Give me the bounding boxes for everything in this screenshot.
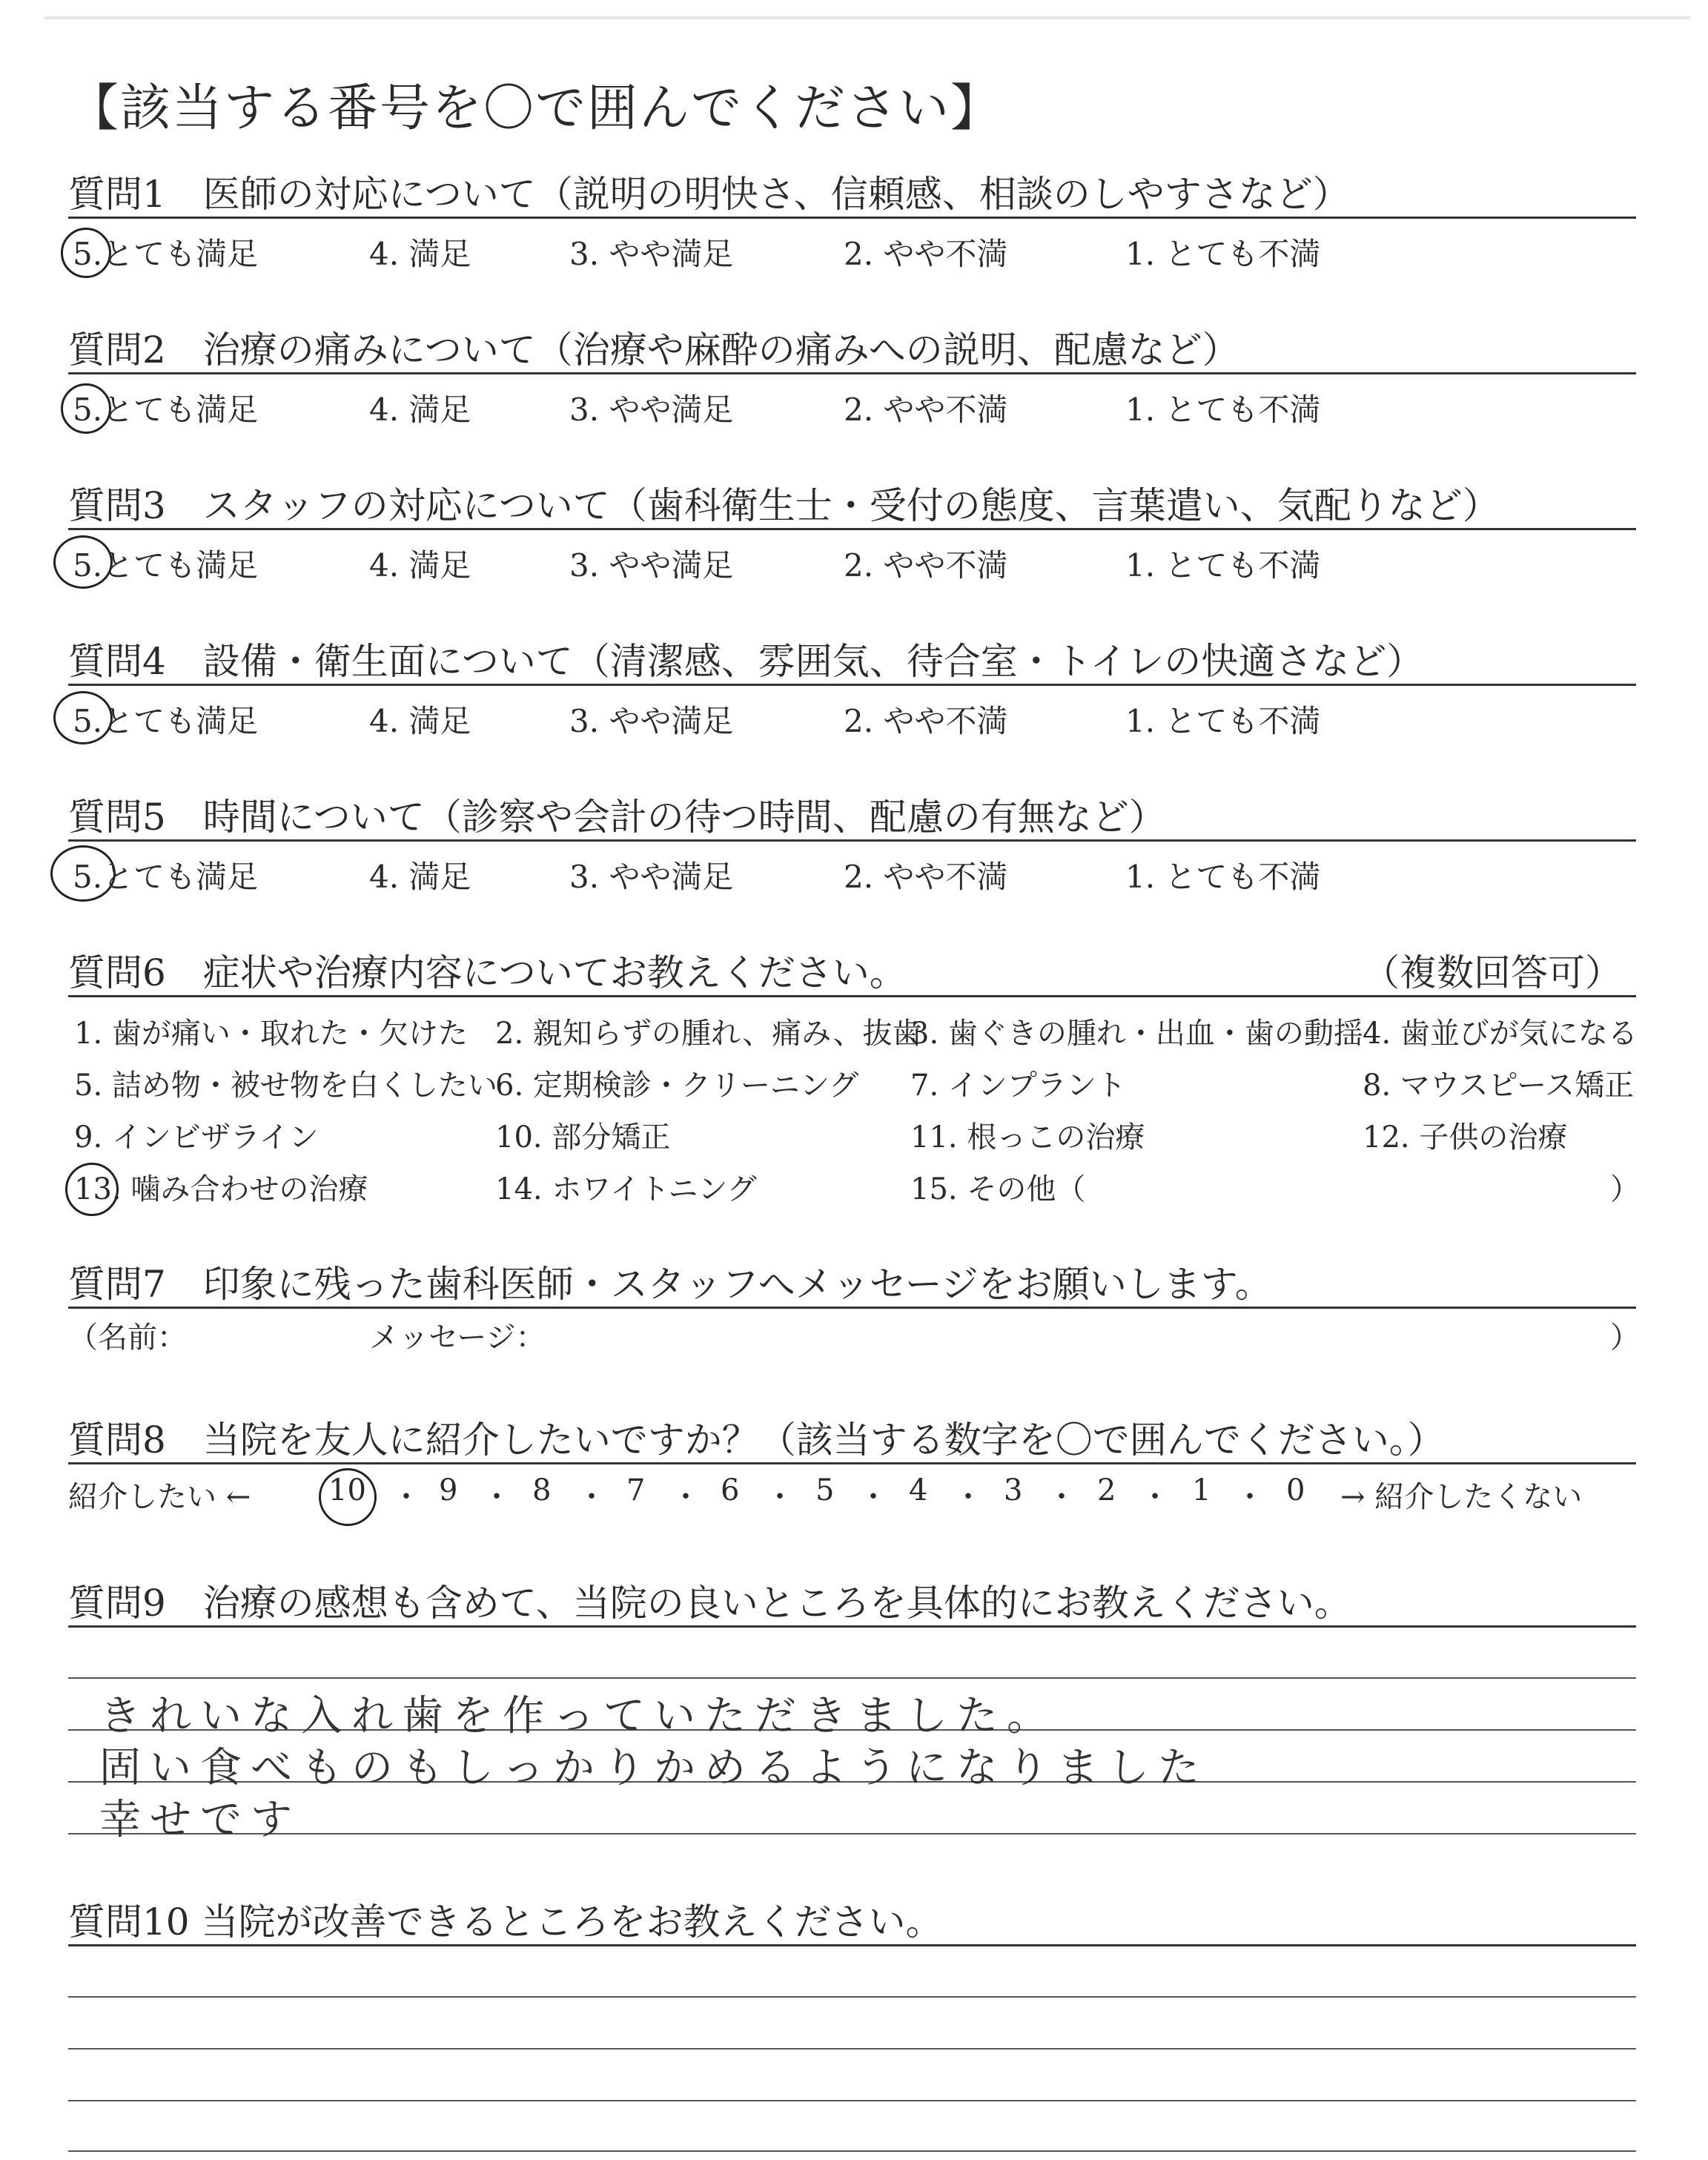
question-7-heading: 質問7 印象に残った歯科医師・スタッフへメッセージをお願いします。 <box>68 1263 1272 1306</box>
option-3[interactable]: 3. やや満足 <box>569 392 734 428</box>
scale-6[interactable]: 6 <box>721 1473 740 1507</box>
handwritten-answer-line: 幸せです <box>99 1796 301 1844</box>
q6-item[interactable]: 7. インプラント <box>910 1069 1126 1103</box>
form-title: 【該当する番号を〇で囲んでください】 <box>68 79 1003 138</box>
option-2[interactable]: 2. やや不満 <box>844 392 1008 428</box>
q6-item-selected[interactable]: 13. 噛み合わせの治療 <box>74 1172 368 1206</box>
divider <box>68 684 1636 686</box>
q6-item[interactable]: 6. 定期検診・クリーニング <box>495 1069 859 1103</box>
question-1-heading: 質問1 医師の対応について（説明の明快さ、信頼感、相談のしやすさなど） <box>68 173 1350 216</box>
scale-7[interactable]: 7 <box>626 1473 646 1507</box>
q6-item[interactable]: 4. 歯並びが気になる <box>1363 1017 1638 1051</box>
scale-9[interactable]: 9 <box>439 1473 458 1507</box>
scale-dot: ・ <box>482 1480 512 1514</box>
q6-item[interactable]: 11. 根っこの治療 <box>910 1120 1145 1155</box>
answer-line <box>68 1996 1636 1998</box>
option-5[interactable]: 5.とても満足 <box>73 703 259 739</box>
option-3[interactable]: 3. やや満足 <box>569 236 734 272</box>
answer-line <box>68 2100 1636 2101</box>
option-5[interactable]: 5.とても満足 <box>73 236 259 272</box>
option-4[interactable]: 4. 満足 <box>369 703 471 739</box>
recommend-left-label: 紹介したい ← <box>68 1480 251 1514</box>
question-4-heading: 質問4 設備・衛生面について（清潔感、雰囲気、待合室・トイレの快適さなど） <box>68 640 1424 683</box>
divider <box>68 372 1636 374</box>
option-5[interactable]: 5.とても満足 <box>73 859 259 895</box>
recommend-right-label: → 紹介したくない <box>1340 1480 1583 1514</box>
divider <box>68 1307 1636 1309</box>
option-2[interactable]: 2. やや不満 <box>844 547 1008 584</box>
option-1[interactable]: 1. とても不満 <box>1125 392 1321 428</box>
question-8-heading: 質問8 当院を友人に紹介したいですか？（該当する数字を〇で囲んでください。） <box>68 1418 1445 1462</box>
answer-line <box>68 2150 1636 2152</box>
q6-item[interactable]: 3. 歯ぐきの腫れ・出血・歯の動揺 <box>910 1017 1363 1051</box>
divider <box>68 1462 1636 1464</box>
scale-8[interactable]: 8 <box>532 1473 552 1507</box>
q6-item[interactable]: 9. インビザライン <box>74 1120 319 1155</box>
q6-other-close: ） <box>1610 1172 1640 1206</box>
option-1[interactable]: 1. とても不満 <box>1125 236 1321 272</box>
question-9-heading: 質問9 治療の感想も含めて、当院の良いところを具体的にお教えください。 <box>68 1582 1351 1625</box>
answer-line <box>68 1677 1636 1679</box>
scale-dot: ・ <box>765 1480 795 1514</box>
q6-item[interactable]: 1. 歯が痛い・取れた・欠けた <box>74 1017 468 1051</box>
divider <box>68 1625 1636 1628</box>
q6-item[interactable]: 2. 親知らずの腫れ、痛み、抜歯 <box>495 1017 922 1051</box>
question-3-heading: 質問3 スタッフの対応について（歯科衛生士・受付の態度、言葉遣い、気配りなど） <box>68 484 1500 527</box>
divider <box>68 1944 1636 1946</box>
q6-item[interactable]: 8. マウスピース矯正 <box>1363 1069 1635 1103</box>
option-2[interactable]: 2. やや不満 <box>844 703 1008 739</box>
option-5[interactable]: 5.とても満足 <box>73 547 259 584</box>
scale-dot: ・ <box>858 1480 888 1514</box>
q6-item[interactable]: 12. 子供の治療 <box>1363 1120 1568 1155</box>
scale-10[interactable]: 10 <box>328 1473 366 1507</box>
option-4[interactable]: 4. 満足 <box>369 859 471 895</box>
answer-line <box>68 2048 1636 2050</box>
q6-item-other[interactable]: 15. その他（ <box>910 1172 1086 1206</box>
question-5-heading: 質問5 時間について（診察や会計の待つ時間、配慮の有無など） <box>68 796 1166 839</box>
scale-3[interactable]: 3 <box>1004 1473 1023 1507</box>
divider <box>68 217 1636 219</box>
name-label: （名前： <box>68 1321 187 1355</box>
handwritten-answer-line: きれいな入れ歯を作っていただきました。 <box>99 1692 1057 1740</box>
scale-dot: ・ <box>1235 1480 1265 1514</box>
answer-line <box>68 1833 1636 1834</box>
top-border <box>44 16 1690 19</box>
scale-dot: ・ <box>1140 1480 1170 1514</box>
scale-dot: ・ <box>391 1480 421 1514</box>
option-1[interactable]: 1. とても不満 <box>1125 859 1321 895</box>
option-1[interactable]: 1. とても不満 <box>1125 547 1321 584</box>
divider <box>68 528 1636 530</box>
option-4[interactable]: 4. 満足 <box>369 392 471 428</box>
handwritten-answer-line: 固い食べものもしっかりかめるようになりました <box>99 1744 1208 1792</box>
scale-dot: ・ <box>671 1480 701 1514</box>
message-label: メッセージ： <box>369 1321 546 1355</box>
option-5[interactable]: 5.とても満足 <box>73 392 259 428</box>
scale-dot: ・ <box>953 1480 983 1514</box>
question-2-heading: 質問2 治療の痛みについて（治療や麻酔の痛みへの説明、配慮など） <box>68 328 1239 371</box>
question-6-heading: 質問6 症状や治療内容についてお教えください。 <box>68 951 907 994</box>
message-close: ） <box>1610 1321 1640 1355</box>
scale-1[interactable]: 1 <box>1192 1473 1211 1507</box>
scale-5[interactable]: 5 <box>815 1473 835 1507</box>
option-3[interactable]: 3. やや満足 <box>569 547 734 584</box>
question-10-heading: 質問10 当院が改善できるところをお教えください。 <box>68 1900 943 1943</box>
scale-2[interactable]: 2 <box>1097 1473 1116 1507</box>
scale-0[interactable]: 0 <box>1286 1473 1305 1507</box>
divider <box>68 839 1636 842</box>
option-2[interactable]: 2. やや不満 <box>844 236 1008 272</box>
option-3[interactable]: 3. やや満足 <box>569 703 734 739</box>
option-4[interactable]: 4. 満足 <box>369 547 471 584</box>
option-4[interactable]: 4. 満足 <box>369 236 471 272</box>
q6-item[interactable]: 10. 部分矯正 <box>495 1120 671 1155</box>
option-2[interactable]: 2. やや不満 <box>844 859 1008 895</box>
option-1[interactable]: 1. とても不満 <box>1125 703 1321 739</box>
scale-4[interactable]: 4 <box>909 1473 928 1507</box>
q6-item[interactable]: 5. 詰め物・被せ物を白くしたい <box>74 1069 497 1103</box>
scale-dot: ・ <box>1047 1480 1076 1514</box>
multiple-answers-note: （複数回答可） <box>1363 951 1622 994</box>
q6-item[interactable]: 14. ホワイトニング <box>495 1172 757 1206</box>
scale-dot: ・ <box>577 1480 606 1514</box>
divider <box>68 995 1636 997</box>
option-3[interactable]: 3. やや満足 <box>569 859 734 895</box>
